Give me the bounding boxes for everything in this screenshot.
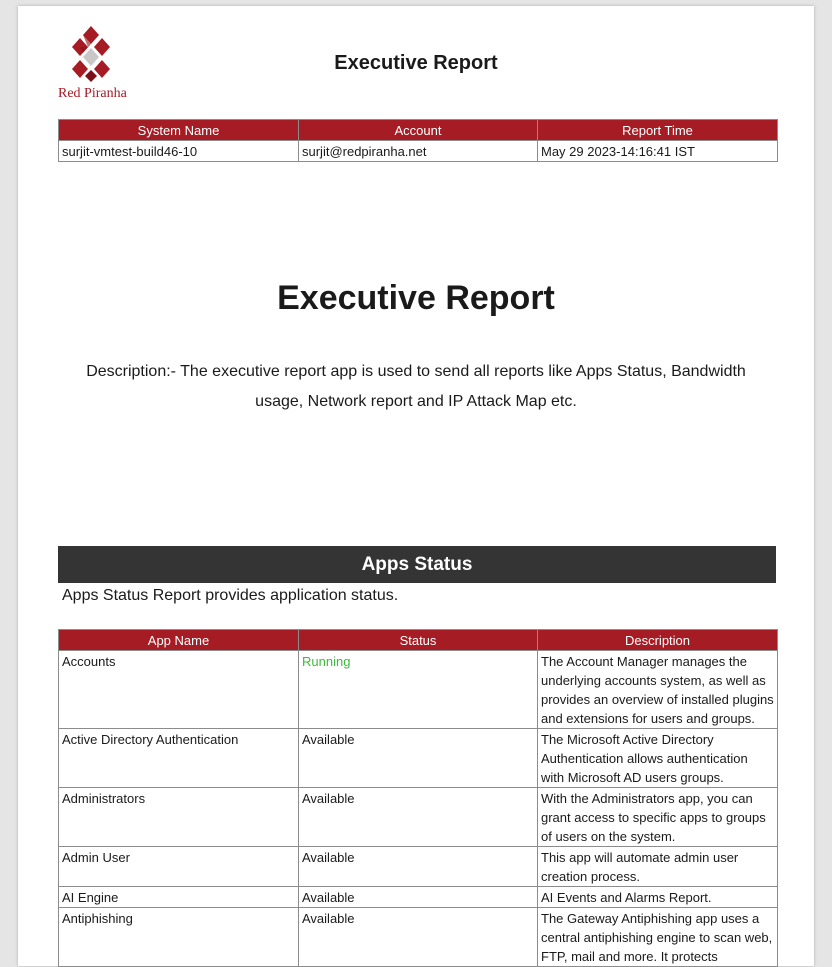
app-name-cell: Admin User (59, 847, 299, 887)
table-row (59, 141, 778, 162)
column-header-report-time: Report Time (538, 120, 778, 141)
column-header-status: Status (299, 630, 538, 651)
app-name-cell: Antiphishing (59, 908, 299, 967)
app-name-cell: AI Engine (59, 887, 299, 908)
app-status-cell: Available (299, 887, 538, 908)
report-time-value: May 29 2023-14:16:41 IST (538, 141, 778, 162)
app-status-cell: Available (299, 908, 538, 967)
apps-status-table (58, 629, 778, 967)
app-name-cell: Administrators (59, 788, 299, 847)
account-value: surjit@redpiranha.net (299, 141, 538, 162)
header-title: Executive Report (334, 52, 498, 74)
app-description-cell: With the Administrators app, you can grant access to specific apps to groups of users on the system. (538, 788, 778, 847)
app-status-cell: Running (299, 651, 538, 729)
app-description-cell: This app will automate admin user creation process. (538, 847, 778, 887)
table-header-row (59, 630, 778, 651)
app-name-cell: Accounts (59, 651, 299, 729)
logo-text: Red Piranha (58, 86, 127, 101)
column-header-account: Account (299, 120, 538, 141)
app-status-cell: Available (299, 847, 538, 887)
apps-status-section-header: Apps Status (58, 546, 776, 583)
column-header-system-name: System Name (59, 120, 299, 141)
table-row (59, 788, 778, 847)
app-status-cell: Available (299, 729, 538, 788)
report-description: Description:- The executive report app is used to send all reports like Apps Status, Bandwidth usage, Network report and IP Attack Map etc. (86, 363, 746, 410)
column-header-app-name: App Name (59, 630, 299, 651)
table-row (59, 651, 778, 729)
app-description-cell: AI Events and Alarms Report. (538, 887, 778, 908)
apps-status-subtitle: Apps Status Report provides application status. (62, 587, 399, 604)
app-name-cell: Active Directory Authentication (59, 729, 299, 788)
app-description-cell: The Gateway Antiphishing app uses a central antiphishing engine to scan web, FTP, mail and more. It protects (538, 908, 778, 967)
table-row (59, 908, 778, 967)
app-description-cell: The Account Manager manages the underlying accounts system, as well as provides an overview of installed plugins and extensions for users and groups. (538, 651, 778, 729)
page-title: Executive Report (277, 279, 555, 317)
report-meta-table (58, 119, 778, 162)
column-header-description: Description (538, 630, 778, 651)
table-row (59, 887, 778, 908)
system-name-value: surjit-vmtest-build46-10 (59, 141, 299, 162)
table-row (59, 729, 778, 788)
table-row (59, 847, 778, 887)
table-header-row (59, 120, 778, 141)
report-page (18, 6, 814, 966)
app-status-cell: Available (299, 788, 538, 847)
app-description-cell: The Microsoft Active Directory Authentication allows authentication with Microsoft AD users groups. (538, 729, 778, 788)
